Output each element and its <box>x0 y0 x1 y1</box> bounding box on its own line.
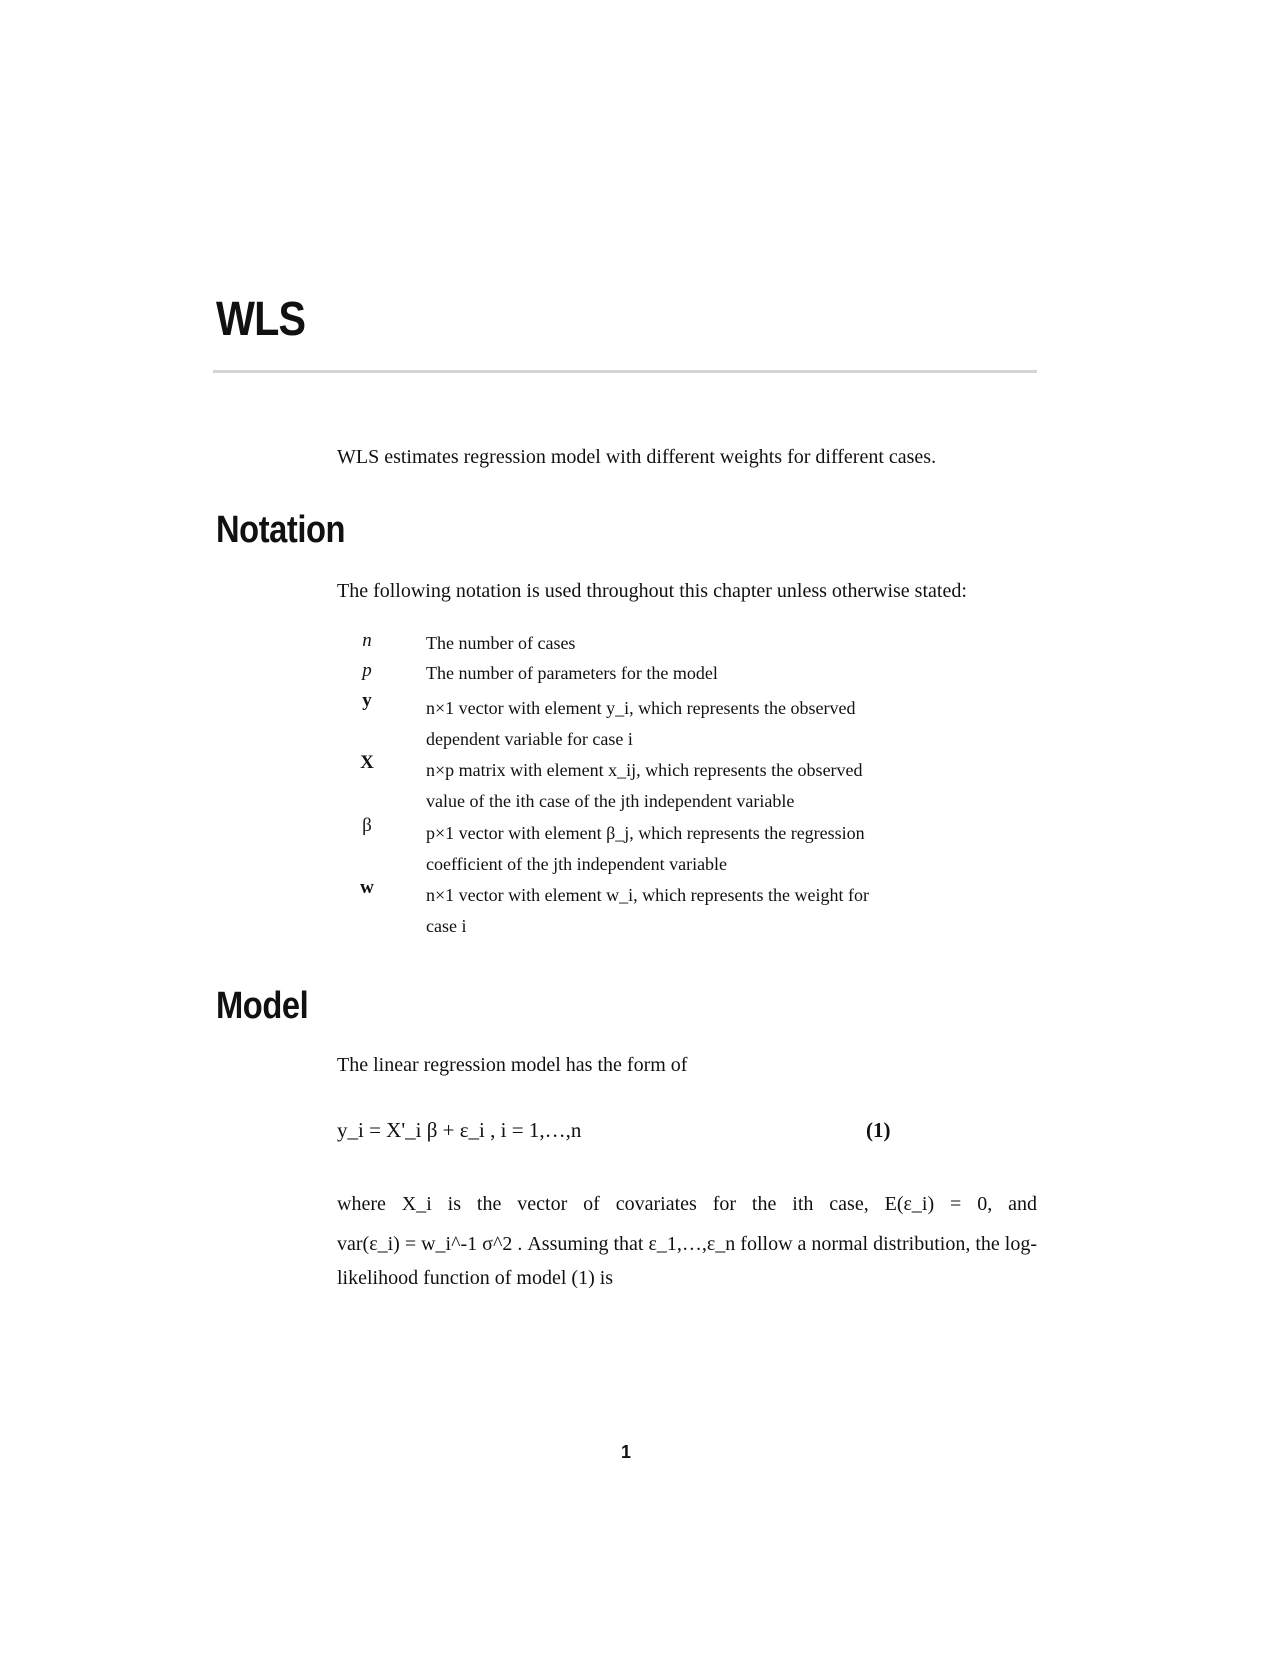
model-intro: The linear regression model has the form of <box>337 1054 688 1076</box>
chapter-intro: WLS estimates regression model with different weights for different cases. <box>337 446 937 468</box>
notation-desc-line: n×1 vector with element y_i, which represents the observed <box>426 698 856 718</box>
notation-desc-line: The number of parameters for the model <box>426 663 718 683</box>
notation-desc-line: The number of cases <box>426 633 576 653</box>
notation-desc-line: n×p matrix with element x_ij, which represents the observed <box>426 760 863 780</box>
notation-desc-line: case i <box>426 916 467 936</box>
notation-desc-line: dependent variable for case i <box>426 729 633 749</box>
notation-symbol-w: w <box>360 877 374 898</box>
title-divider <box>213 370 1037 373</box>
notation-desc-X <box>426 755 863 817</box>
notation-desc-line: value of the ith case of the jth independent variable <box>426 791 795 811</box>
notation-heading: Notation <box>216 509 346 551</box>
explanation-line: where X_i is the vector of covariates for the ith case, E(ε_i) = 0, and <box>337 1193 1037 1215</box>
notation-symbol-y: y <box>362 690 372 711</box>
equation-number-label: (1) <box>866 1118 891 1142</box>
notation-desc-beta <box>426 818 865 880</box>
notation-desc-line: coefficient of the jth independent variable <box>426 854 728 874</box>
notation-desc-line: n×1 vector with element w_i, which represents the weight for <box>426 885 870 905</box>
explanation-line: var(ε_i) = w_i^-1 σ^2 . Assuming that ε_1,…,ε_n follow a normal distribution, the log- <box>337 1233 1037 1255</box>
notation-symbol-n: n <box>362 630 372 651</box>
explanation-line: likelihood function of model (1) is <box>337 1267 614 1289</box>
notation-symbol-p: p <box>362 660 372 681</box>
model-equation: y_i = X'_i β + ε_i , i = 1,…,n <box>337 1118 582 1142</box>
notation-desc-w <box>426 880 869 942</box>
notation-intro: The following notation is used throughout this chapter unless otherwise stated: <box>337 580 967 602</box>
notation-desc-y <box>426 693 856 755</box>
notation-symbol-X: X <box>360 752 374 773</box>
model-heading: Model <box>216 985 309 1027</box>
notation-desc-n <box>426 628 575 659</box>
notation-symbol-beta: β <box>362 815 372 836</box>
equation-number <box>866 1118 891 1143</box>
notation-desc-line: p×1 vector with element β_j, which represents the regression <box>426 823 865 843</box>
chapter-title: WLS <box>216 293 306 346</box>
model-explanation <box>337 1184 1037 1292</box>
notation-desc-p <box>426 658 718 689</box>
page-number: 1 <box>620 1442 631 1462</box>
